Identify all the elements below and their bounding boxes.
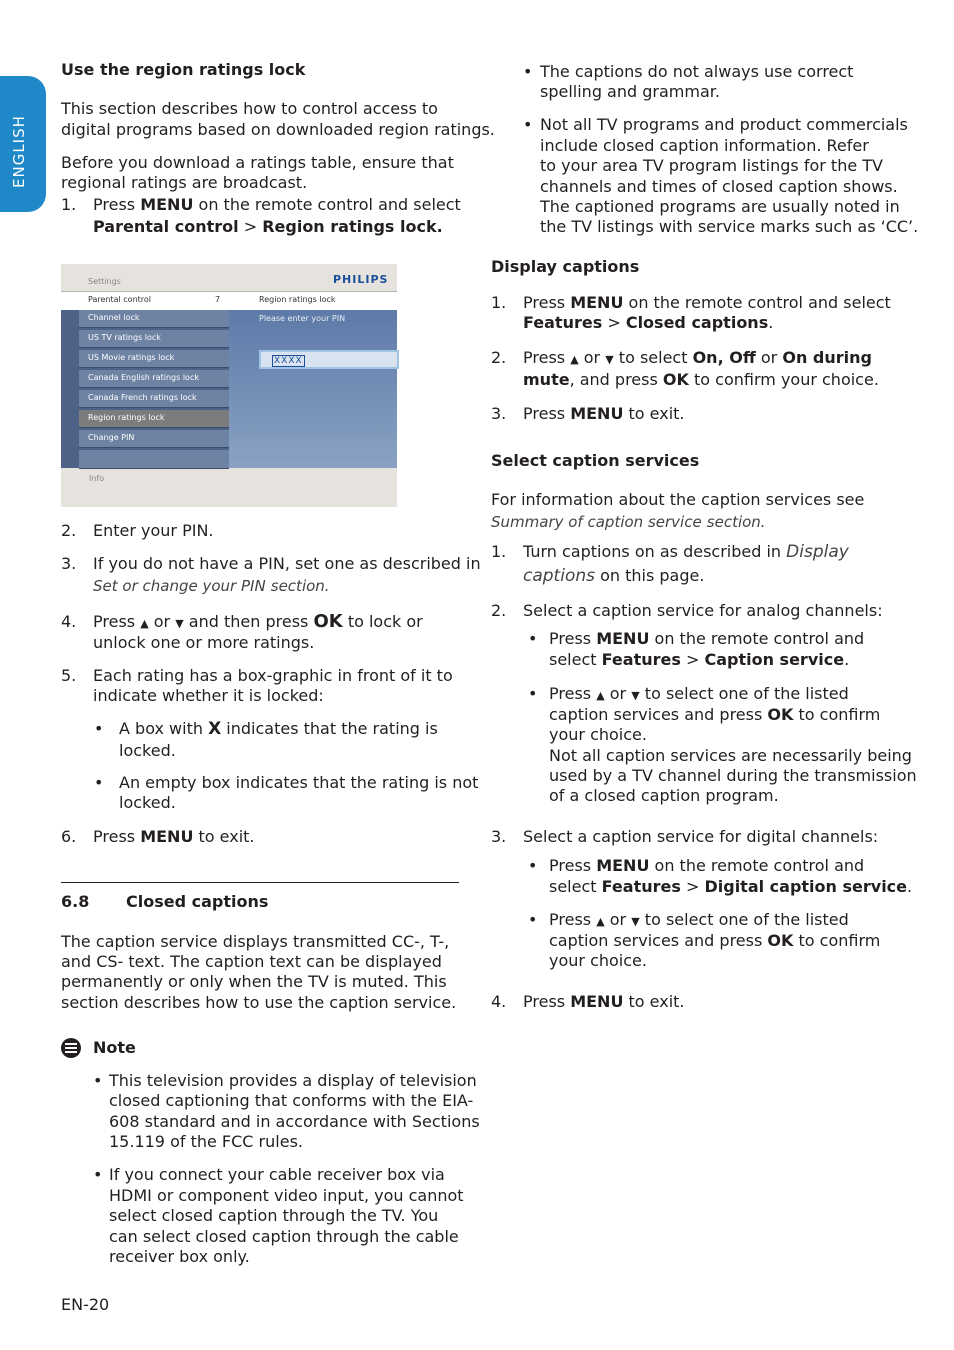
menu-item: Canada English ratings lock (79, 370, 229, 388)
paragraph: The caption service displays transmitted CC-, T-, (61, 932, 450, 951)
paragraph: section describes how to use the caption service. (61, 993, 457, 1012)
down-arrow-icon: ▼ (631, 915, 640, 928)
bullet-text: The captioned programs are usually noted in (540, 197, 900, 216)
menu-item-selected: Region ratings lock (79, 410, 229, 428)
note-text: 15.119 of the FCC rules. (109, 1132, 303, 1151)
bullet-text: caption services and press OK to confirm (549, 705, 881, 724)
step-number: 5. (61, 666, 77, 685)
philips-logo: PHILIPS (333, 273, 389, 286)
bullet-text: Press MENU on the remote control and (549, 856, 865, 875)
paragraph: Summary of caption service section. (491, 513, 766, 531)
note-text: If you connect your cable receiver box via (109, 1165, 445, 1184)
bullet-text: your choice. (549, 725, 647, 744)
bullet-icon: • (528, 910, 538, 929)
bullet-icon: • (528, 629, 538, 648)
bullet-icon: • (93, 1165, 103, 1184)
note-text: can select closed caption through the cable (109, 1227, 459, 1246)
step-text: If you do not have a PIN, set one as described in (93, 554, 481, 573)
menu-item: US TV ratings lock (79, 330, 229, 348)
step-text: indicate whether it is locked: (93, 686, 324, 705)
step-number: 3. (491, 404, 507, 423)
step-number: 4. (491, 992, 507, 1011)
paragraph: and CS- text. The caption text can be displayed (61, 952, 442, 971)
step-text: Press MENU to exit. (93, 827, 255, 846)
menu-info-label: Info (89, 474, 105, 483)
step-number: 2. (491, 601, 507, 620)
bullet-text: caption services and press OK to confirm (549, 931, 881, 950)
step-text: mute, and press OK to confirm your choice. (523, 370, 879, 389)
note-text: receiver box only. (109, 1247, 250, 1266)
step-text: unlock one or more ratings. (93, 633, 315, 652)
bullet-text: channels and times of closed caption shows. (540, 177, 898, 196)
step-number: 4. (61, 612, 77, 631)
bullet-text: Press ▲ or ▼ to select one of the listed (549, 684, 849, 703)
bullet-text: your choice. (549, 951, 647, 970)
bullet-text: select Features > Caption service. (549, 650, 850, 669)
step-text: Select a caption service for analog channels: (523, 601, 883, 620)
menu-settings-label: Settings (88, 277, 121, 286)
menu-item: Channel lock (79, 310, 229, 328)
up-arrow-icon: ▲ (570, 353, 579, 366)
up-arrow-icon: ▲ (140, 617, 149, 630)
bullet-text: An empty box indicates that the rating is not (119, 773, 479, 792)
step-text: captions on this page. (523, 566, 705, 586)
bullet-text: used by a TV channel during the transmission (549, 766, 917, 785)
pin-field: XXXX (259, 350, 399, 369)
menu-item-empty (79, 450, 229, 469)
menu-item: US Movie ratings lock (79, 350, 229, 368)
bullet-text: the TV listings with service marks such as ‘CC’. (540, 217, 919, 236)
paragraph: For information about the caption services see (491, 490, 865, 509)
menu-item: Canada French ratings lock (79, 390, 229, 408)
section-number: 6.8 (61, 892, 90, 911)
step-text: Press MENU on the remote control and select (523, 293, 891, 312)
note-icon (61, 1038, 81, 1058)
step-text: Enter your PIN. (93, 521, 214, 540)
menu-breadcrumb (61, 291, 397, 311)
page-number: EN-20 (61, 1295, 110, 1314)
bullet-text: include closed caption information. Refer (540, 136, 869, 155)
section-divider (61, 882, 459, 883)
step-text: Select a caption service for digital channels: (523, 827, 879, 846)
bullet-text: Press MENU on the remote control and (549, 629, 865, 648)
menu-item: Change PIN (79, 430, 229, 448)
down-arrow-icon: ▼ (605, 353, 614, 366)
step-text: Press MENU to exit. (523, 992, 685, 1011)
bullet-text: spelling and grammar. (540, 82, 720, 101)
down-arrow-icon: ▼ (175, 617, 184, 630)
tv-menu-screenshot (61, 264, 397, 507)
bullet-icon: • (94, 773, 104, 792)
step-number: 2. (61, 521, 77, 540)
note-text: select closed caption through the TV. You (109, 1206, 439, 1225)
pin-prompt: Please enter your PIN (259, 314, 346, 323)
step-text: Parental control > Region ratings lock. (93, 217, 443, 236)
menu-bar-num: 7 (215, 295, 221, 304)
bullet-text: locked. (119, 793, 176, 812)
bullet-icon: • (528, 856, 538, 875)
language-tab (0, 76, 46, 212)
bullet-icon: • (94, 719, 104, 738)
step-text: Set or change your PIN section. (93, 577, 330, 595)
heading-display-captions: Display captions (491, 257, 640, 276)
down-arrow-icon: ▼ (631, 689, 640, 702)
bullet-text: Press ▲ or ▼ to select one of the listed (549, 910, 849, 929)
paragraph: permanently or only when the TV is muted. This (61, 972, 447, 991)
step-number: 3. (61, 554, 77, 573)
note-text: 608 standard and in accordance with Sections (109, 1112, 480, 1131)
paragraph: Before you download a ratings table, ensure that (61, 153, 454, 172)
paragraph: This section describes how to control access to (61, 99, 438, 118)
step-text: Press MENU on the remote control and select (93, 195, 461, 214)
step-text: Press ▲ or ▼ and then press OK to lock or (93, 611, 423, 632)
paragraph: digital programs based on downloaded region ratings. (61, 120, 495, 139)
note-text: This television provides a display of television (109, 1071, 477, 1090)
step-number: 1. (491, 293, 507, 312)
bullet-text: locked. (119, 741, 176, 760)
bullet-icon: • (523, 115, 533, 134)
language-tab-label: ENGLISH (10, 115, 28, 188)
step-number: 1. (491, 542, 507, 561)
bullet-text: to your area TV program listings for the TV (540, 156, 883, 175)
bullet-icon: • (523, 62, 533, 81)
step-number: 3. (491, 827, 507, 846)
step-number: 2. (491, 348, 507, 367)
up-arrow-icon: ▲ (596, 689, 605, 702)
menu-bar-left: Parental control (88, 295, 152, 304)
note-heading: Note (93, 1038, 136, 1057)
up-arrow-icon: ▲ (596, 915, 605, 928)
bullet-text: of a closed caption program. (549, 786, 779, 805)
step-text: Features > Closed captions. (523, 313, 774, 332)
bullet-text: select Features > Digital caption service. (549, 877, 913, 896)
bullet-icon: • (528, 684, 538, 703)
step-text: Press ▲ or ▼ to select On, Off or On during (523, 348, 872, 367)
step-number: 6. (61, 827, 77, 846)
bullet-text: Not all TV programs and product commercials (540, 115, 908, 134)
step-text: Each rating has a box-graphic in front of it to (93, 666, 453, 685)
menu-bar-right: Region ratings lock (259, 295, 336, 304)
bullet-text: Not all caption services are necessarily being (549, 746, 912, 765)
bullet-text: A box with X indicates that the rating is (119, 719, 438, 739)
note-text: closed captioning that conforms with the EIA- (109, 1091, 474, 1110)
bullet-text: The captions do not always use correct (540, 62, 854, 81)
step-number: 1. (61, 195, 77, 214)
paragraph: regional ratings are broadcast. (61, 173, 308, 192)
note-text: HDMI or component video input, you cannot (109, 1186, 464, 1205)
step-text: Press MENU to exit. (523, 404, 685, 423)
step-text: Turn captions on as described in Display (523, 542, 849, 562)
heading-region-ratings-lock: Use the region ratings lock (61, 60, 306, 79)
section-title: Closed captions (126, 892, 269, 911)
heading-select-caption-services: Select caption services (491, 451, 700, 470)
bullet-icon: • (93, 1071, 103, 1090)
